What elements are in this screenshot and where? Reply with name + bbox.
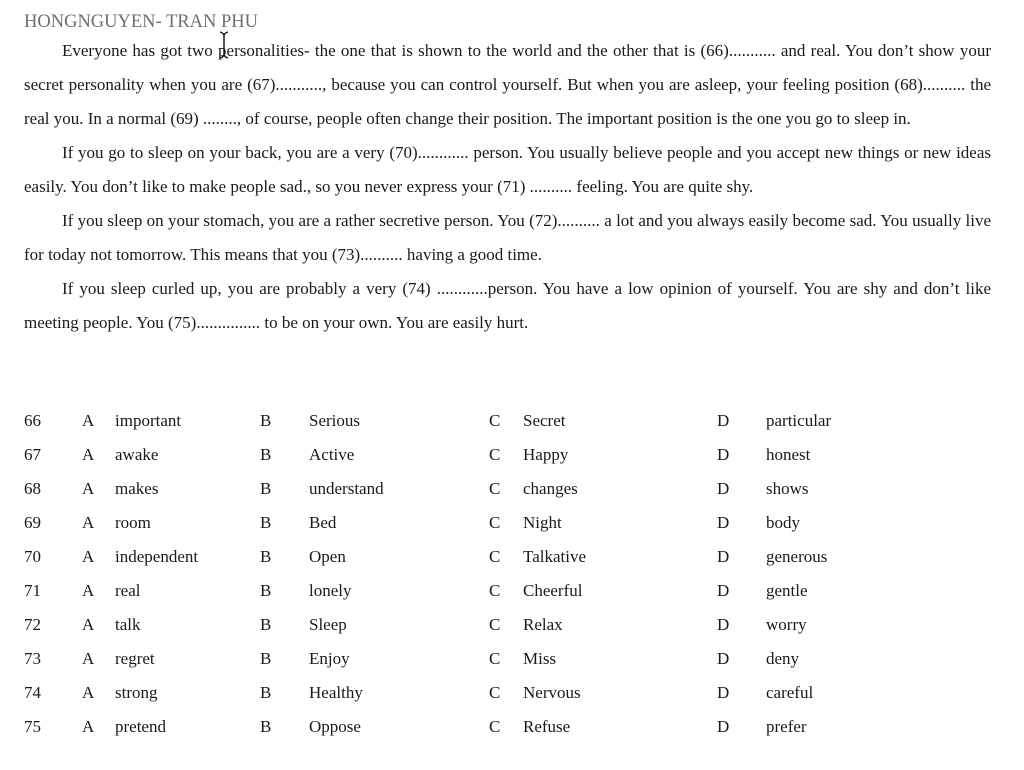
question-number: 75 (24, 717, 41, 736)
passage-paragraph: If you sleep curled up, you are probably a very (74) ............person. You have a low opinion of yourself. You are shy and don’t like meeting people. You (75)............... to be on your own. You are easily hurt. (24, 279, 991, 332)
option-letter: C (489, 649, 501, 668)
option-letter: D (717, 445, 730, 464)
option-c: Miss (523, 649, 557, 668)
option-letter: C (489, 683, 501, 702)
option-letter: D (717, 581, 730, 600)
option-b: Oppose (309, 717, 361, 736)
question-row (24, 710, 1004, 744)
question-number: 67 (24, 445, 41, 464)
option-letter: B (260, 445, 272, 464)
question-row (24, 574, 1004, 608)
option-c: Talkative (523, 547, 587, 566)
question-row (24, 404, 1004, 438)
option-b: understand (309, 479, 384, 498)
option-c: Nervous (523, 683, 581, 702)
option-letter: A (82, 513, 95, 532)
option-letter: A (82, 581, 95, 600)
option-letter: D (717, 717, 730, 736)
option-letter: B (260, 615, 272, 634)
option-a: independent (115, 547, 199, 566)
option-letter: C (489, 717, 501, 736)
question-number: 70 (24, 547, 41, 566)
option-a: pretend (115, 717, 166, 736)
option-a: awake (115, 445, 159, 464)
option-letter: D (717, 615, 730, 634)
option-letter: A (82, 547, 95, 566)
question-row (24, 540, 1004, 574)
option-letter: B (260, 547, 272, 566)
option-b: Bed (309, 513, 337, 532)
question-row (24, 642, 1004, 676)
option-letter: A (82, 615, 95, 634)
option-letter: D (717, 649, 730, 668)
option-letter: C (489, 615, 501, 634)
option-c: Happy (523, 445, 569, 464)
option-b: Sleep (309, 615, 347, 634)
option-a: important (115, 411, 182, 430)
option-letter: B (260, 581, 272, 600)
option-c: changes (523, 479, 578, 498)
option-d: shows (766, 479, 809, 498)
option-letter: B (260, 411, 272, 430)
passage-paragraph: If you sleep on your stomach, you are a rather secretive person. You (72).......... a lot and you always easily become sad. You usually live for today not tomorrow. This means that you (73).......... having a good time. (24, 211, 991, 264)
option-d: careful (766, 683, 814, 702)
option-d: body (766, 513, 800, 532)
question-row (24, 608, 1004, 642)
option-b: Active (309, 445, 355, 464)
option-c: Cheerful (523, 581, 583, 600)
option-letter: D (717, 513, 730, 532)
option-letter: B (260, 649, 272, 668)
option-a: makes (115, 479, 159, 498)
option-a: real (115, 581, 141, 600)
option-letter: D (717, 411, 730, 430)
question-number: 74 (24, 683, 41, 702)
question-number: 72 (24, 615, 41, 634)
option-d: deny (766, 649, 800, 668)
option-b: Enjoy (309, 649, 350, 668)
option-letter: B (260, 717, 272, 736)
option-letter: C (489, 479, 501, 498)
option-letter: C (489, 411, 501, 430)
option-c: Refuse (523, 717, 571, 736)
option-letter: C (489, 445, 501, 464)
question-row (24, 506, 1004, 540)
option-letter: C (489, 581, 501, 600)
passage-paragraph: If you go to sleep on your back, you are a very (70)............ person. You usually believe people and you accept new things or new ideas easily. You don’t like to make people sad., so you never express your (71) .......... feeling. You are quite shy. (24, 143, 991, 196)
option-letter: C (489, 513, 501, 532)
option-d: worry (766, 615, 807, 634)
option-letter: B (260, 683, 272, 702)
question-number: 68 (24, 479, 41, 498)
question-number: 71 (24, 581, 41, 600)
option-a: strong (115, 683, 158, 702)
option-d: honest (766, 445, 811, 464)
question-row (24, 438, 1004, 472)
option-letter: C (489, 547, 501, 566)
option-b: Serious (309, 411, 360, 430)
option-a: room (115, 513, 151, 532)
option-b: lonely (309, 581, 352, 600)
option-c: Relax (523, 615, 563, 634)
question-number: 66 (24, 411, 41, 430)
option-d: gentle (766, 581, 808, 600)
option-letter: A (82, 649, 95, 668)
question-row (24, 472, 1004, 506)
option-letter: A (82, 445, 95, 464)
passage-paragraph: Everyone has got two personalities- the one that is shown to the world and the other that is (66)........... and real. You don’t show your secret personality when you are (67)..........., because you can control yourself. But when you are asleep, your feeling position (68).......... the real you. In a normal (69) ........, of course, people often change their position. The important position is the one you go to sleep in. (24, 41, 991, 128)
question-number: 69 (24, 513, 41, 532)
option-letter: B (260, 513, 272, 532)
option-b: Healthy (309, 683, 363, 702)
reading-passage (24, 34, 991, 340)
document-header: HONGNGUYEN- TRAN PHU (24, 12, 258, 32)
option-letter: A (82, 479, 95, 498)
option-letter: A (82, 717, 95, 736)
option-letter: A (82, 683, 95, 702)
answer-options-table (24, 404, 1004, 744)
option-letter: D (717, 547, 730, 566)
option-a: regret (115, 649, 155, 668)
option-letter: A (82, 411, 95, 430)
option-d: particular (766, 411, 832, 430)
option-letter: D (717, 683, 730, 702)
question-row (24, 676, 1004, 710)
option-b: Open (309, 547, 346, 566)
option-letter: D (717, 479, 730, 498)
option-letter: B (260, 479, 272, 498)
option-a: talk (115, 615, 141, 634)
option-d: prefer (766, 717, 807, 736)
text-cursor-icon (219, 30, 229, 60)
option-d: generous (766, 547, 828, 566)
option-c: Night (523, 513, 562, 532)
option-c: Secret (523, 411, 566, 430)
question-number: 73 (24, 649, 41, 668)
